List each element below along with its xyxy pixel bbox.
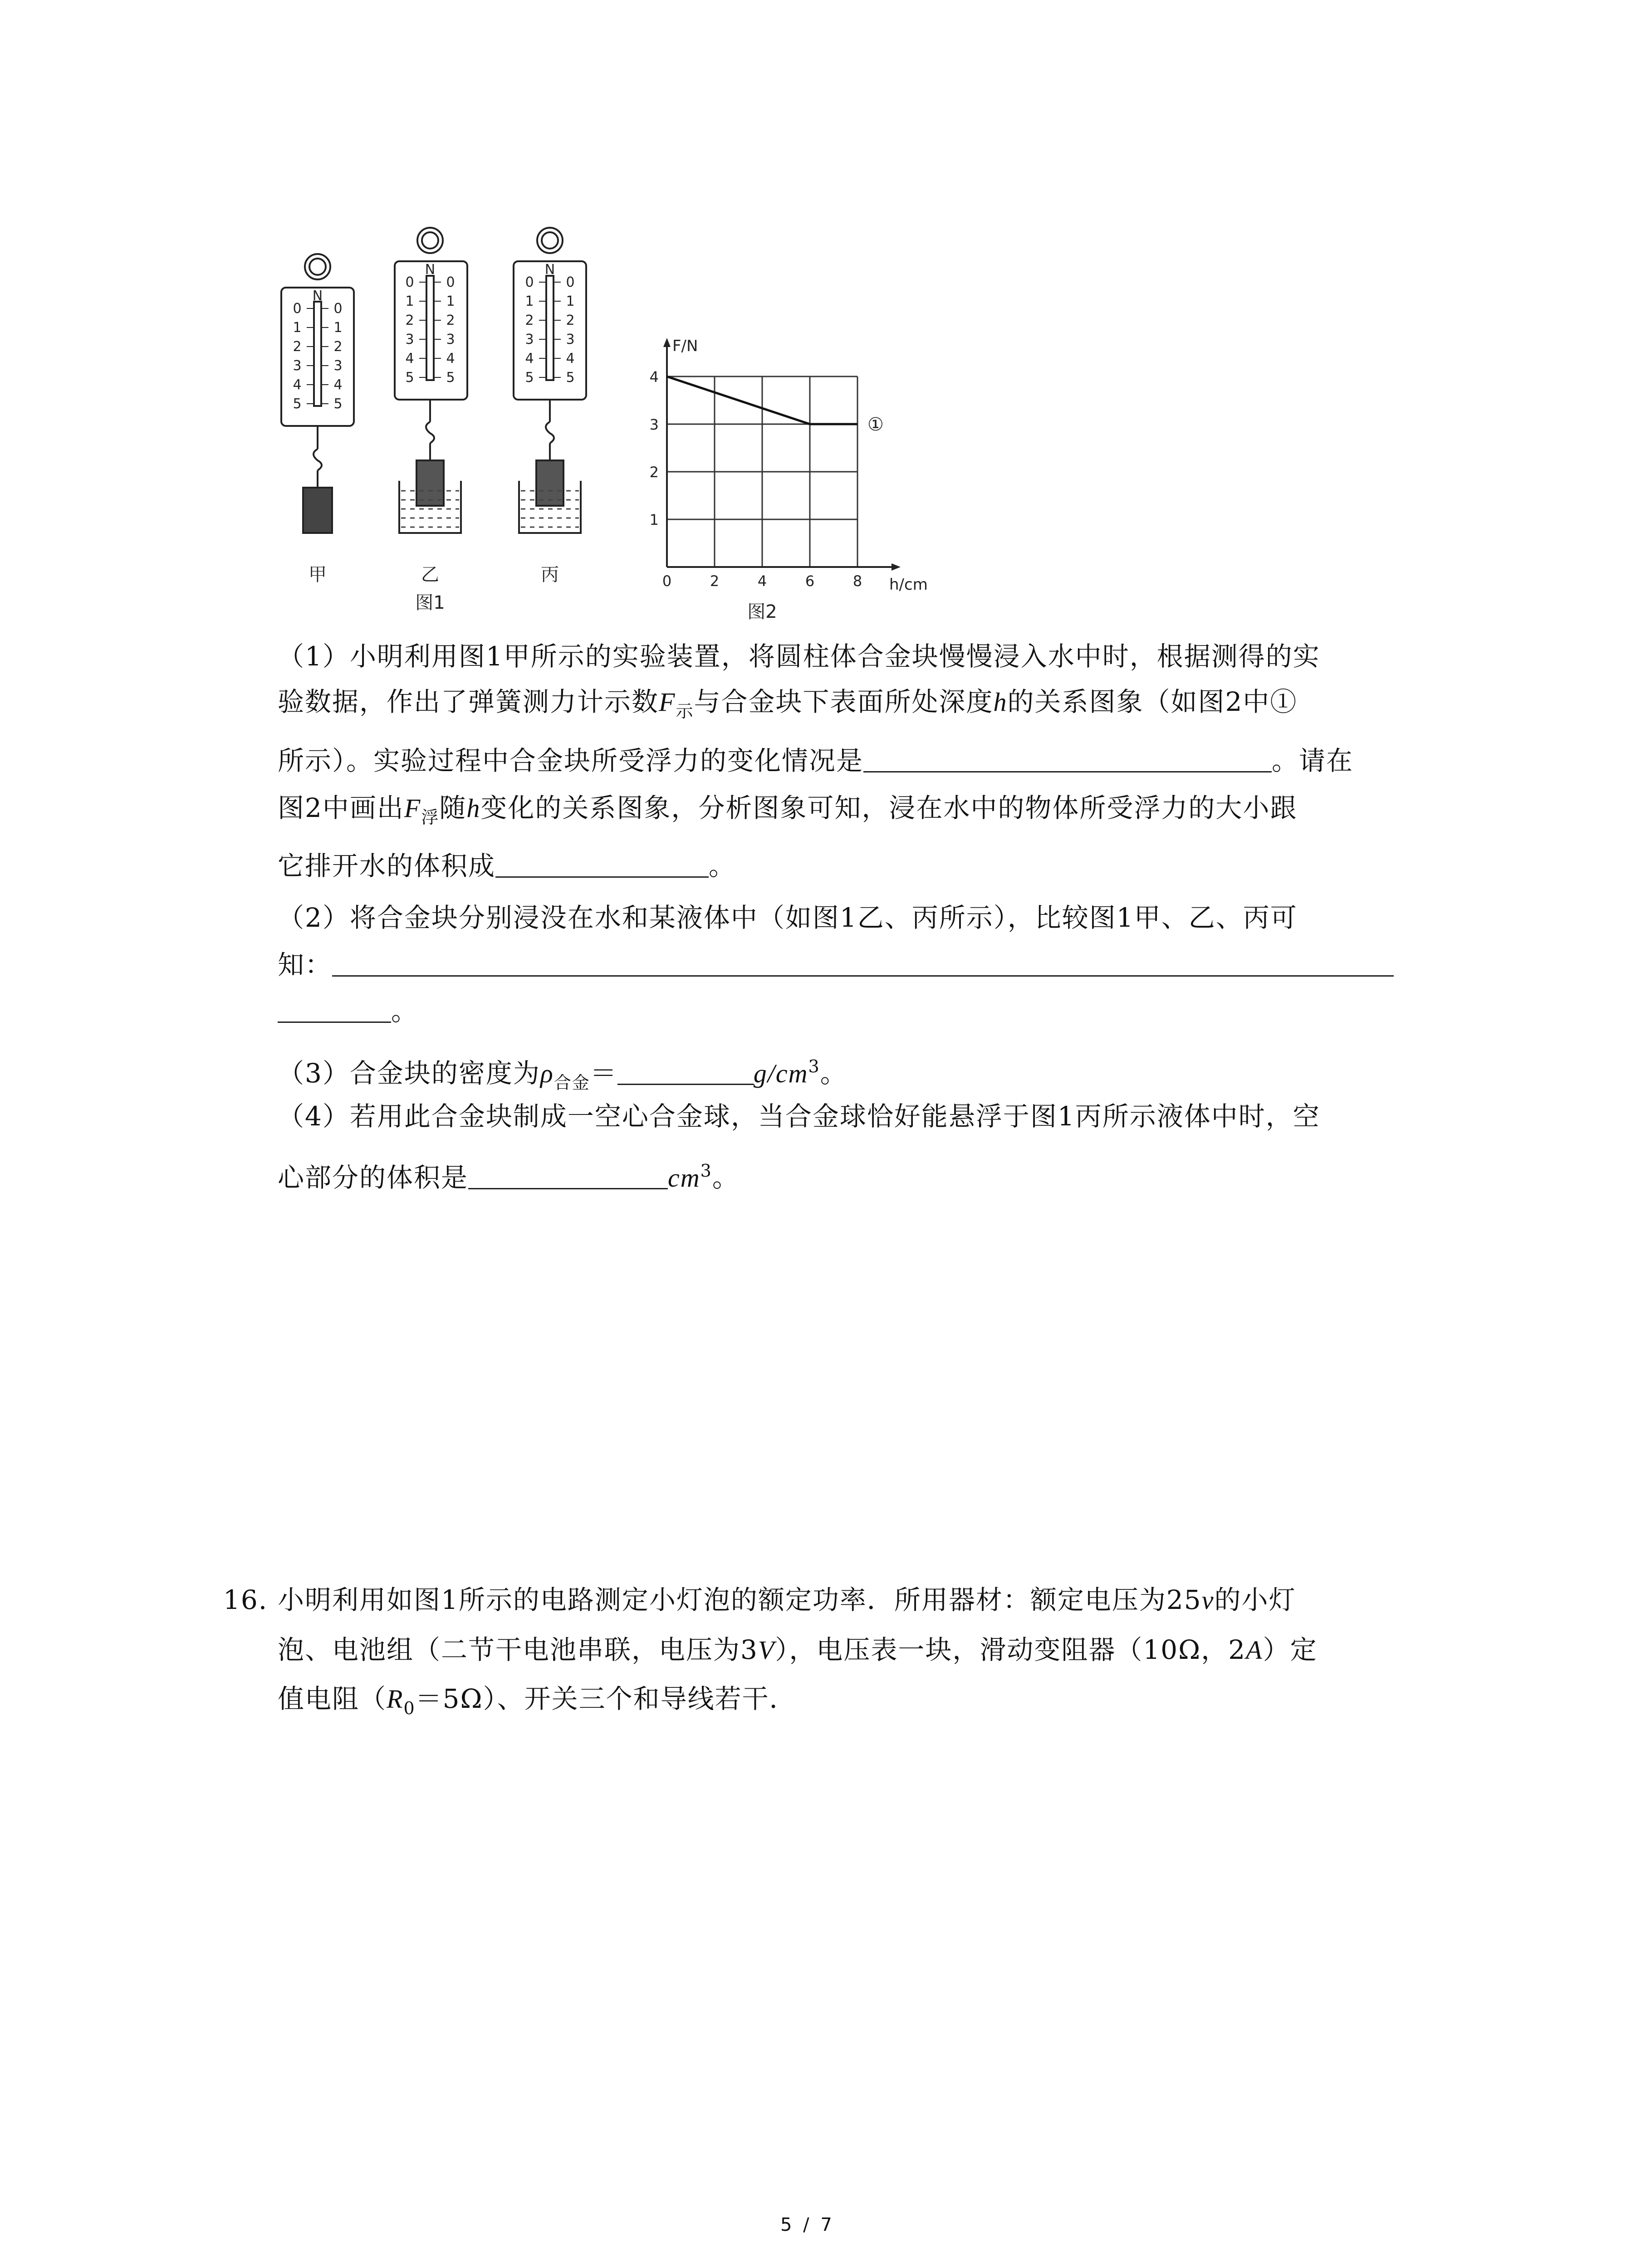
x-tick-label: 0 bbox=[662, 572, 672, 590]
svg-text:4: 4 bbox=[446, 351, 455, 367]
q15-part2-line3: 。 bbox=[278, 998, 418, 1024]
svg-text:0: 0 bbox=[333, 301, 343, 317]
svg-text:3: 3 bbox=[525, 332, 534, 347]
figure1-caption: 图1 bbox=[415, 592, 445, 612]
svg-text:1: 1 bbox=[333, 320, 343, 336]
svg-text:5: 5 bbox=[333, 396, 343, 412]
svg-text:1: 1 bbox=[405, 293, 414, 309]
svg-text:4: 4 bbox=[333, 377, 343, 393]
label-jia: 甲 bbox=[309, 564, 327, 585]
q15-part1-line3: 所示）。实验过程中合金块所受浮力的变化情况是 。请在 bbox=[278, 745, 1354, 776]
svg-text:0: 0 bbox=[405, 274, 414, 290]
svg-text:4: 4 bbox=[525, 351, 534, 367]
svg-text:3: 3 bbox=[333, 358, 343, 374]
answer-blank-buoyancy-change[interactable] bbox=[863, 748, 1272, 772]
svg-text:5: 5 bbox=[293, 396, 302, 412]
svg-text:3: 3 bbox=[446, 332, 455, 347]
svg-text:1: 1 bbox=[293, 320, 302, 336]
q15-part1-line1: （1）小明利用图1甲所示的实验装置，将圆柱体合金块慢慢浸入水中时，根据测得的实 bbox=[278, 641, 1320, 672]
label-yi: 乙 bbox=[421, 564, 439, 585]
svg-text:1: 1 bbox=[446, 293, 455, 309]
figure1-spring-scales bbox=[272, 213, 617, 612]
chart-ylabel: F/N bbox=[672, 337, 698, 355]
answer-blank-comparison-cont[interactable] bbox=[278, 999, 391, 1023]
svg-text:0: 0 bbox=[293, 301, 302, 317]
svg-text:N: N bbox=[544, 262, 555, 278]
svg-text:3: 3 bbox=[405, 332, 414, 347]
svg-text:3: 3 bbox=[566, 332, 575, 347]
svg-text:N: N bbox=[312, 288, 323, 304]
x-axis-arrow bbox=[892, 563, 901, 571]
q15-part2-line2: 知： bbox=[278, 952, 1394, 978]
svg-text:4: 4 bbox=[293, 377, 302, 393]
answer-blank-density[interactable] bbox=[617, 1061, 754, 1085]
q15-part1-line2: 验数据，作出了弹簧测力计示数$F_示$与合金块下表面所处深度h的关系图象（如图2中① bbox=[278, 686, 1298, 721]
chart-tick-labels bbox=[650, 368, 862, 590]
svg-text:0: 0 bbox=[566, 274, 575, 290]
svg-text:5: 5 bbox=[446, 370, 455, 386]
svg-text:1: 1 bbox=[566, 293, 575, 309]
x-tick-label: 6 bbox=[805, 572, 815, 590]
svg-text:1: 1 bbox=[525, 293, 534, 309]
y-tick-label: 2 bbox=[649, 464, 659, 481]
svg-text:2: 2 bbox=[446, 313, 455, 328]
answer-blank-proportion[interactable] bbox=[495, 854, 709, 878]
q16-line3: 值电阻$(R_0=5\Omega)$、开关三个和导线若干． bbox=[278, 1683, 797, 1718]
page-number: 5 / 7 bbox=[780, 2214, 835, 2235]
label-bing: 丙 bbox=[541, 564, 559, 585]
y-tick-label: 4 bbox=[649, 368, 659, 386]
svg-text:4: 4 bbox=[405, 351, 414, 367]
svg-text:2: 2 bbox=[525, 313, 534, 328]
figure2-caption: 图2 bbox=[747, 601, 777, 622]
q15-part3: （3）合金块的密度为$\rho_{合金}= g/cm^3$。 bbox=[278, 1056, 847, 1093]
q15-part1-line4: 图2中画出$F_浮$随h变化的关系图象，分析图象可知，浸在水中的物体所受浮力的大小跟 bbox=[278, 792, 1298, 827]
svg-text:3: 3 bbox=[293, 358, 302, 374]
q15-part4-line2: 心部分的体积是 $cm^3$。 bbox=[278, 1161, 740, 1193]
figure2-chart bbox=[631, 308, 948, 626]
svg-text:0: 0 bbox=[525, 274, 534, 290]
svg-text:2: 2 bbox=[405, 313, 414, 328]
answer-blank-comparison[interactable] bbox=[332, 953, 1394, 977]
y-tick-label: 1 bbox=[649, 511, 659, 528]
svg-text:N: N bbox=[425, 262, 436, 278]
q16-line1: 小明利用如图1所示的电路测定小灯泡的额定功率．所用器材：额定电压为25v的小灯 bbox=[278, 1584, 1296, 1615]
chart-curve-label: ① bbox=[867, 414, 884, 435]
svg-text:2: 2 bbox=[566, 313, 575, 328]
svg-text:4: 4 bbox=[566, 351, 575, 367]
chart-axes bbox=[663, 338, 901, 571]
answer-blank-hollow-volume[interactable] bbox=[468, 1165, 668, 1189]
svg-text:2: 2 bbox=[293, 339, 302, 355]
svg-text:5: 5 bbox=[405, 370, 414, 386]
q16-line2: 泡、电池组（二节干电池串联，电压为3V），电压表一块，滑动变阻器（10Ω，2A）定 bbox=[278, 1634, 1318, 1665]
chart-grid bbox=[667, 376, 857, 567]
x-tick-label: 2 bbox=[710, 572, 720, 590]
svg-text:5: 5 bbox=[566, 370, 575, 386]
svg-text:5: 5 bbox=[525, 370, 534, 386]
q15-part4-line1: （4）若用此合金块制成一空心合金球，当合金球恰好能悬浮于图1丙所示液体中时，空 bbox=[278, 1101, 1320, 1132]
chart-xlabel: h/cm bbox=[889, 576, 928, 594]
q16-number: 16. bbox=[223, 1584, 268, 1615]
y-tick-label: 3 bbox=[649, 416, 659, 433]
y-axis-arrow bbox=[663, 338, 671, 347]
x-tick-label: 8 bbox=[852, 572, 862, 590]
svg-text:0: 0 bbox=[446, 274, 455, 290]
q15-part1-line5: 它排开水的体积成 。 bbox=[278, 850, 736, 881]
x-tick-label: 4 bbox=[757, 572, 767, 590]
svg-text:2: 2 bbox=[333, 339, 343, 355]
q15-part2-line1: （2）将合金块分别浸没在水和某液体中（如图1乙、丙所示），比较图1甲、乙、丙可 bbox=[278, 902, 1298, 933]
